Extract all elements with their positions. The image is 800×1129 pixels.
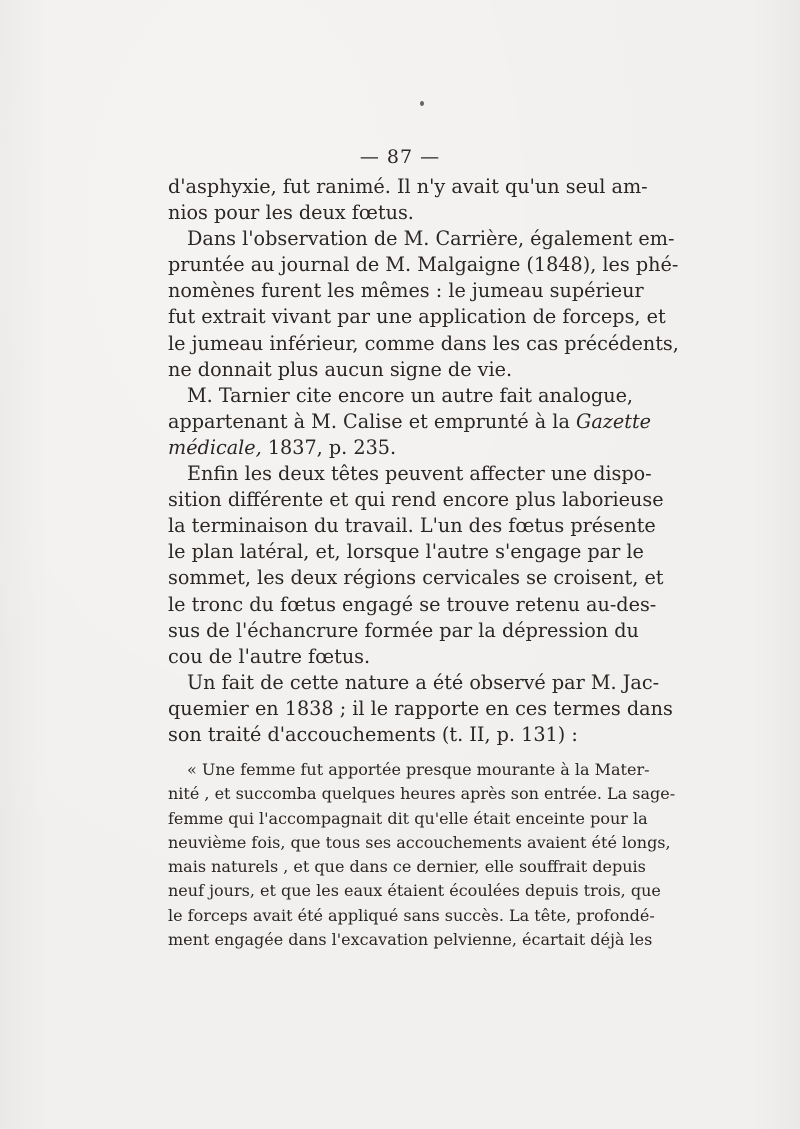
text-line: sus de l'échancrure formée par la dépression du — [168, 618, 639, 642]
text-line: Enfin les deux têtes peuvent affecter une dispo- — [187, 462, 652, 486]
block-quote — [168, 758, 676, 952]
quote-line: neuvième fois, que tous ses accouchements avaient été longs, — [168, 832, 671, 852]
text-line: pruntée au journal de M. Malgaigne (1848), les phé- — [168, 253, 679, 277]
text-line: Un fait de cette nature a été observé par M. Jac- — [187, 670, 660, 694]
quote-line: neuf jours, et que les eaux étaient écoulées depuis trois, que — [168, 881, 661, 901]
quote-line: le forceps avait été appliqué sans succès. La tête, profondé- — [168, 905, 655, 925]
quote-line: ment engagée dans l'excavation pelvienne, écartait déjà les — [168, 930, 653, 950]
text-line: nios pour les deux fœtus. — [168, 201, 414, 225]
ink-speck — [420, 101, 424, 106]
text-line: Dans l'observation de M. Carrière, également em- — [187, 227, 675, 251]
text-line: fut extrait vivant par une application de forceps, et — [168, 305, 666, 329]
text-line: d'asphyxie, fut ranimé. Il n'y avait qu'un seul am- — [168, 175, 648, 198]
text-line — [168, 435, 602, 461]
text-line: sommet, les deux régions cervicales se croisent, et — [168, 566, 664, 590]
page-number: — 87 — — [359, 146, 441, 168]
quote-line: nité , et succomba quelques heures après son entrée. La sage- — [168, 784, 676, 804]
journal-title: Gazette — [576, 409, 652, 433]
text-line: le plan latéral, et, lorsque l'autre s'engage par le — [168, 540, 644, 564]
text-line: la terminaison du travail. L'un des fœtus présente — [168, 514, 656, 538]
quote-line: femme qui l'accompagnait dit qu'elle était enceinte pour la — [168, 808, 648, 828]
text-line: sition différente et qui rend encore plus laborieuse — [168, 488, 664, 512]
text-span: appartenant à M. Calise et emprunté à la — [168, 409, 576, 433]
text-line: le jumeau inférieur, comme dans les cas précédents, — [168, 331, 679, 355]
text-span: 1837, p. 235. — [261, 435, 397, 459]
text-line: nomènes furent les mêmes : le jumeau supérieur — [168, 279, 644, 303]
quote-line: mais naturels , et que dans ce dernier, elle souffrait depuis — [168, 857, 646, 877]
text-line: son traité d'accouchements (t. II, p. 131) : — [168, 722, 578, 746]
text-line: cou de l'autre fœtus. — [168, 644, 371, 668]
text-line: le tronc du fœtus engagé se trouve retenu au-des- — [168, 592, 657, 616]
main-text — [168, 174, 679, 748]
text-line: quemier en 1838 ; il le rapporte en ces termes dans — [168, 696, 673, 720]
text-line: M. Tarnier cite encore un autre fait analogue, — [187, 383, 634, 407]
journal-title: médicale, — [168, 435, 262, 459]
text-line: ne donnait plus aucun signe de vie. — [168, 357, 513, 381]
quote-line: « Une femme fut apportée presque mourante à la Mater- — [187, 760, 650, 779]
text-line — [168, 409, 652, 435]
